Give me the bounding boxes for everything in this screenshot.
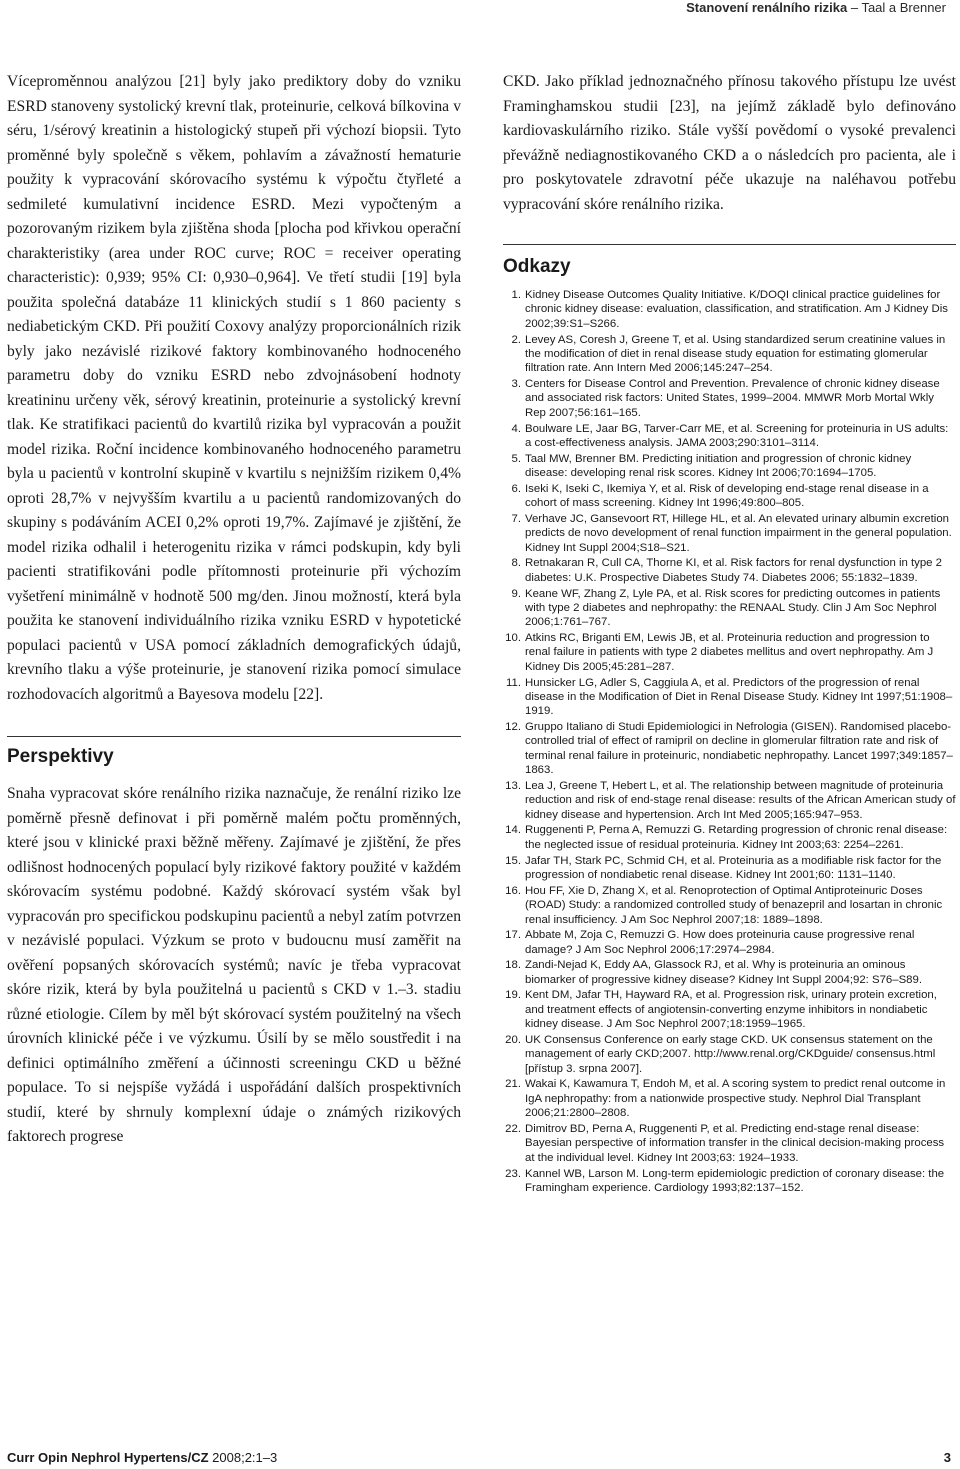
reference-text: Kidney Disease Outcomes Quality Initiative. K/DOQI clinical practice guidelines for chronic kidney disease: evaluation, classification, and stratification. Am J Kidney Dis 2002;39:S1–S266.	[525, 289, 948, 330]
reference-item	[503, 958, 956, 987]
body-paragraph-2: Snaha vypracovat skóre renálního rizika naznačuje, že renální riziko lze poměrně přesně definovat i při poměrně malém počtu proměnných, které jsou v klinické praxi běžně měřeny. Zajímavé je zjištění, že přes odlišnost hodnocených populací byly rizikové faktory použité v každém skórovacím systému podobné. Každý skórovací systém však byl vypracován pro specifickou podskupinu pacientů a nebyl zatím potvrzen v nezávislé populaci. Výzkum se proto v budoucnu musí zaměřit na ověření popsaných skórovacích systémů; navíc je třeba vypracovat skóre rizik, která by byla použitelná u pacientů s CKD v 1.–3. stadiu různé etiologie. Cílem by měl být skórovací systém použitelný na všech úrovních klinické péče i ve výzkumu. Úsilí by se mělo soustředit i na definici optimálního změření a účinnosti screeningu CKD u běžné populace. To si nejspíše vyžádá i uspořádání dalších prospektivních studií, které by shrnuly komplexní údaje o známých rizikových faktorech progrese	[7, 785, 461, 1145]
body-paragraph-3: CKD. Jako příklad jednoznačného přínosu takového přístupu lze uvést Framinghamskou studii [23], na jejímž základě bylo definováno kardiovaskulárního riziko. Stále vyšší povědomí o vysoké prevalenci převážně nediagnostikovaného CKD a o následcích pro pacienta, ale i pro poskytovatele zdravotní péče ukazuje na naléhavou potřebu vypracování skóre renálního rizika.	[503, 73, 956, 213]
reference-text: Lea J, Greene T, Hebert L, et al. The relationship between magnitude of proteinuria reduction and risk of end-stage renal disease: results of the African American study of kidney disease and hypertension. Arch Int Med 2005;165:947–953.	[525, 779, 956, 821]
reference-number: 8.	[511, 557, 521, 570]
reference-text: Verhave JC, Gansevoort RT, Hillege HL, et al. An elevated urinary albumin excretion predicts de novo development of renal function impairment in the general population. Kidney Int Suppl 2004;S18–S21.	[525, 512, 952, 554]
reference-number: 23.	[505, 1167, 521, 1180]
reference-number: 3.	[511, 378, 521, 391]
footer-journal	[7, 1450, 277, 1465]
reference-item	[503, 587, 956, 630]
reference-item	[503, 288, 956, 331]
reference-number: 2.	[511, 333, 521, 346]
reference-item	[503, 928, 956, 957]
reference-item	[503, 1033, 956, 1076]
section-divider	[7, 736, 461, 737]
reference-number: 9.	[511, 587, 521, 600]
reference-number: 19.	[505, 989, 521, 1002]
reference-item	[503, 631, 956, 674]
reference-number: 4.	[511, 422, 521, 435]
references-divider	[503, 244, 956, 245]
reference-text: Gruppo Italiano di Studi Epidemiologici in Nefrologia (GISEN). Randomised placebo-controlled trial of effect of ramipril on decline in glomerular filtration rate and risk of terminal renal failure in proteinuric, nondiabetic nephropathy. Lancet 1997;349:1857–1863.	[525, 721, 953, 777]
running-head-separator: –	[847, 0, 862, 15]
reference-text: UK Consensus Conference on early stage CKD. UK consensus statement on the management of early CKD;2007. http://www.renal.org/CKDguide/ consensus.html [přístup 3. srpna 2007].	[525, 1033, 936, 1075]
reference-text: Retnakaran R, Cull CA, Thorne KI, et al. Risk factors for renal dysfunction in type 2 diabetes: U.K. Prospective Diabetes Study 74. Diabetes 2006; 55:1832–1839.	[525, 557, 943, 584]
reference-number: 11.	[506, 676, 521, 689]
reference-text: Wakai K, Kawamura T, Endoh M, et al. A scoring system to predict renal outcome in IgA nephropathy: from a nationwide prospective study. Nephrol Dial Transplant 2006;21:2800–2808.	[525, 1078, 946, 1120]
reference-number: 7.	[511, 512, 521, 525]
reference-item	[503, 452, 956, 481]
left-column	[7, 70, 461, 1150]
footer-journal-name: Curr Opin Nephrol Hypertens/CZ	[7, 1450, 209, 1465]
reference-item	[503, 854, 956, 883]
reference-list	[503, 288, 956, 1195]
reference-number: 14.	[505, 824, 521, 837]
right-column	[503, 70, 956, 1197]
reference-number: 16.	[505, 884, 521, 897]
reference-text: Kent DM, Jafar TH, Hayward RA, et al. Progression risk, urinary protein excretion, and treatment effects of angiotensin-converting enzyme inhibitors in nondiabetic kidney disease. J Am Soc Nephrol 2007;18:1959–1965.	[525, 989, 937, 1031]
running-head-authors: Taal a Brenner	[861, 0, 946, 15]
reference-text: Dimitrov BD, Perna A, Ruggenenti P, et al. Predicting end-stage renal disease: Bayesian perspective of information transfer in the clinical decision-making process at the individual level. Kidney Int 2003;63: 1924–1933.	[525, 1122, 945, 1164]
reference-number: 12.	[505, 721, 521, 734]
reference-number: 10.	[505, 632, 521, 645]
reference-item	[503, 884, 956, 927]
reference-text: Jafar TH, Stark PC, Schmid CH, et al. Proteinuria as a modifiable risk factor for the progression of nondiabetic renal disease. Kidney Int 2001;60: 1131–1140.	[525, 854, 942, 881]
reference-number: 22.	[505, 1122, 521, 1135]
reference-number: 20.	[505, 1033, 521, 1046]
reference-text: Ruggenenti P, Perna A, Remuzzi G. Retarding progression of chronic renal disease: the neglected issue of residual proteinuria. Kidney Int 2003;63: 2254–2261.	[525, 824, 948, 851]
reference-text: Taal MW, Brenner BM. Predicting initiation and progression of chronic kidney disease: developing renal risk scores. Kidney Int 2006;70:1694–1705.	[525, 452, 912, 480]
reference-item	[503, 676, 956, 719]
reference-item	[503, 1167, 956, 1196]
reference-item	[503, 988, 956, 1031]
reference-text: Iseki K, Iseki C, Ikemiya Y, et al. Risk of developing end-stage renal disease in a cohort of mass screening. Kidney Int 1996;49:800–805.	[525, 482, 929, 510]
reference-item	[503, 422, 956, 451]
reference-item	[503, 482, 956, 511]
reference-text: Kannel WB, Larson M. Long-term epidemiologic prediction of coronary disease: the Framingham experience. Cardiology 1993;82:137–152.	[525, 1167, 945, 1194]
reference-number: 13.	[505, 779, 521, 792]
reference-text: Boulware LE, Jaar BG, Tarver-Carr ME, et al. Screening for proteinuria in US adults: a cost-effectiveness analysis. JAMA 2003;290:3101–3114.	[525, 422, 949, 449]
reference-text: Centers for Disease Control and Prevention. Prevalence of chronic kidney disease and associated risk factors: United States, 1999–2004. MMWR Morb Mortal Wkly Rep 2007;56:161–165.	[525, 378, 940, 419]
reference-item	[503, 823, 956, 852]
reference-number: 21.	[505, 1078, 521, 1091]
reference-text: Atkins RC, Briganti EM, Lewis JB, et al. Proteinuria reduction and progression to renal failure in patients with type 2 diabetes mellitus and overt nephropathy. Am J Kidney Dis 2005;45:281–287.	[525, 632, 934, 673]
footer-citation: 2008;2:1–3	[212, 1450, 278, 1465]
reference-item	[503, 1122, 956, 1165]
reference-number: 6.	[511, 482, 521, 495]
reference-number: 18.	[505, 959, 521, 972]
reference-item	[503, 779, 956, 822]
running-head	[686, 0, 946, 16]
reference-number: 15.	[505, 854, 521, 867]
reference-text: Zandi-Nejad K, Eddy AA, Glassock RJ, et al. Why is proteinuria an ominous biomarker of progressive kidney disease? Kidney Int Suppl 2004;92: S76–S89.	[525, 959, 923, 986]
reference-number: 1.	[511, 289, 521, 301]
reference-item	[503, 512, 956, 555]
reference-text: Abbate M, Zoja C, Remuzzi G. How does proteinuria cause progressive renal damage? J Am Soc Nephrol 2006;17:2974–2984.	[525, 929, 915, 956]
references-heading: Odkazy	[503, 256, 571, 277]
reference-text: Keane WF, Zhang Z, Lyle PA, et al. Risk scores for predicting outcomes in patients with type 2 diabetes and nephropathy: the RENAAL Study. Clin J Am Soc Nephrol 2006;1:761–767.	[525, 587, 941, 629]
reference-text: Levey AS, Coresh J, Greene T, et al. Using standardized serum creatinine values in the modification of diet in renal disease study equation for estimating glomerular filtration rate. Ann Intern Med 2006;145:247–254.	[525, 333, 946, 375]
reference-text: Hunsicker LG, Adler S, Caggiula A, et al. Predictors of the progression of renal disease in the Modification of Diet in Renal Disease Study. Kidney Int 1997;51:1908–1919.	[525, 676, 953, 718]
running-head-title: Stanovení renálního rizika	[686, 0, 848, 15]
reference-item	[503, 720, 956, 778]
reference-item	[503, 556, 956, 585]
body-paragraph-1: Víceproměnnou analýzou [21] byly jako prediktory doby do vzniku ESRD stanoveny systolický krevní tlak, proteinurie, celková bílkovina v séru, 1/sérový kreatinin a histologický stupeň při výchozí biopsii. Tyto proměnné byly společně s věkem, pohlavím a závažností hematurie použity k vypracování skórovacího systému k výpočtu čtyřleté a sedmileté kumulativní incidence ESRD. Mezi vypočteným a pozorovaným rizikem byla zjištěna shoda [plocha pod křivkou operační charakteristiky (area under ROC curve; ROC = receiver operating characteristic): 0,939; 95% CI: 0,930–0,964]. Ve třetí studii [19] byla použita společná databáze 11 klinických studií s 1 860 pacienty s nediabetickým CKD. Při použití Coxovy analýzy proporcionálních rizik byly jako nezávislé rizikové faktory kombinovaného hodnoceného parametru doby do vzniku ESRD nebo zdvojnásobení hodnoty kreatininu určeny věk, sérový kreatinin, proteinurie a systolický krevní tlak. Ke stratifikaci pacientů do kvartilů rizika byl vypracován a použit model rizika. Roční incidence kombinovaného hodnoceného parametru byla u pacientů v kontrolní skupině v kvartilu s nejnižším rizikem 0,4% oproti 28,7% v nejvyšším kvartilu a u pacientů randomizovaných do skupiny s podáváním ACEI 0,2% oproti 19,7%. Zajímavé je zjištění, že model rizika odhalil i heterogenitu rizika v rámci podskupin, kdy byli pacienti stratifikováni podle přítomnosti proteinurie při výchozím vyšetření minimálně v hodnotě 500 mg/den. Jinou možností, která byla použita ke stanovení individuálního rizika vzniku ESRD v hypotetické populaci pacientů v USA pomocí základních demografických údajů, krevního tlaku a výše proteinurie, je stanovení rizika pomocí simulace rozhodovacích algoritmů a Bayesova modelu [22].	[7, 73, 461, 703]
page-number: 3	[943, 1450, 951, 1465]
reference-item	[503, 333, 956, 376]
reference-item	[503, 1077, 956, 1120]
reference-text: Hou FF, Xie D, Zhang X, et al. Renoprotection of Optimal Antiproteinuric Doses (ROAD) Study: a randomized controlled study of benazepril and losartan in chronic renal insufficiency. J Am Soc Nephrol 2007;18: 1889–1898.	[525, 884, 943, 926]
reference-number: 5.	[511, 452, 521, 465]
reference-number: 17.	[505, 929, 521, 942]
section-heading-perspektivy: Perspektivy	[7, 746, 114, 767]
reference-item	[503, 377, 956, 420]
